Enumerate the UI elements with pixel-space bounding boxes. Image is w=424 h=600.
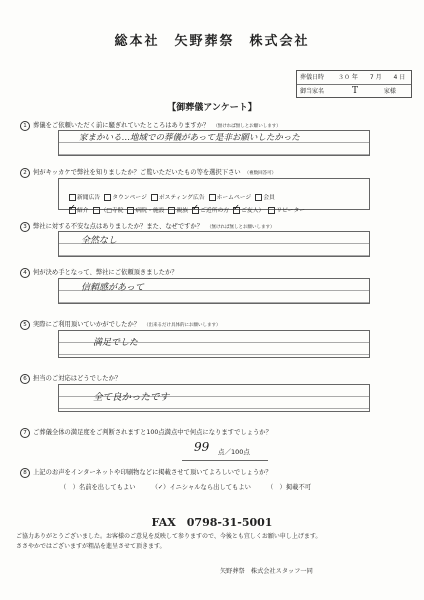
score-field (182, 438, 268, 461)
publish-option-name: （ ）名前を出してもよい (60, 484, 136, 491)
checkbox-icon (69, 207, 76, 214)
answer-text: 全然なし (81, 236, 118, 246)
option-label: （□寺院 (100, 208, 124, 214)
checkbox-icon (168, 207, 175, 214)
question-note: （複数回答可） (244, 171, 277, 176)
question-7 (20, 428, 272, 438)
date-label: 葬儀日時 (300, 74, 325, 81)
question-8 (20, 468, 272, 478)
option-q2_options_row2-2 (127, 205, 164, 214)
answer-text: 満足でした (93, 338, 139, 348)
question-note: （無ければ無しとお願いします） (213, 124, 281, 129)
fax-number: FAX 0798-31-5001 (151, 516, 273, 529)
option-label: タウンページ (112, 195, 147, 201)
publish-option-none: （ ）掲載不可 (266, 484, 312, 491)
question-number: 8 (20, 468, 30, 478)
option-label: 新聞広告 (77, 195, 101, 201)
closing-line-1: ご協力ありがとうございました。お客様のご意見を反映して参りますので、今後とも宜しくお願い申し上げます。 (16, 533, 322, 540)
option-label: 会員 (263, 195, 275, 201)
question-number: 1 (20, 121, 30, 131)
question-number: 3 (20, 222, 30, 232)
option-q2_options_row2-1 (93, 205, 124, 214)
funeral-info-box (296, 70, 412, 98)
question-5 (20, 320, 221, 330)
signature: 矢野葬祭 株式会社スタッフ一同 (220, 568, 313, 575)
answer-text: 全て良かったです (93, 392, 170, 403)
option-q2_options_row2-0 (69, 205, 89, 214)
checkbox-icon (192, 207, 199, 214)
answer-box-3 (58, 231, 370, 257)
option-q2_options_row2-6 (268, 205, 305, 214)
score-suffix: 点／100点 (218, 448, 250, 456)
question-note: （無ければ無しとお願いします） (207, 225, 275, 230)
date-day: 4 (393, 74, 398, 81)
family-label: 御当家名 (300, 88, 325, 95)
question-text: 弊社に対する不安な点はありましたか？また、なぜですか？ (33, 223, 204, 230)
answer-box-4 (58, 278, 370, 304)
question-text: ご葬儀全体の満足度をご判断されますと100点満点中で何点になりますでしょうか？ (33, 429, 272, 436)
question-2 (20, 168, 276, 178)
closing-message (16, 532, 416, 552)
question-number: 5 (20, 320, 30, 330)
option-label: ご友人） (241, 208, 265, 214)
option-label: ホームページ (216, 195, 252, 201)
date-day-unit: 日 (399, 74, 406, 81)
question-number: 7 (20, 428, 30, 438)
option-q2_options_row2-5 (233, 205, 264, 214)
family-name: T (351, 86, 358, 96)
checkbox-icon (268, 207, 275, 214)
answer-text: 信頼感があって (81, 283, 144, 293)
survey-title: 【御葬儀アンケート】 (167, 103, 257, 113)
question-note: （出来るだけ具体的にお願いします） (144, 323, 221, 328)
option-q2_options_row2-4 (192, 205, 229, 214)
option-row-2 (69, 197, 309, 216)
funeral-date-row (297, 71, 411, 84)
option-label: ポスティング広告 (158, 195, 205, 201)
publish-option-initials: （✓）イニシャルなら出してもよい (151, 484, 251, 491)
option-label: 病院・施設 (135, 208, 165, 214)
question-4 (20, 268, 178, 278)
question-text: 上記のお声をインターネットや印刷物などに掲載させて頂いてよろしいでしょうか？ (33, 469, 272, 476)
question-number: 4 (20, 268, 30, 278)
checkbox-icon (93, 207, 100, 214)
answer-box-6 (58, 384, 370, 412)
answer-box-1 (58, 130, 370, 156)
publish-options (60, 482, 311, 491)
date-year-unit: 年 (351, 74, 358, 81)
option-label: 紹介 (77, 208, 89, 214)
checkbox-icon (127, 207, 134, 214)
closing-line-2: ささやかではございますが粗品を進呈させて頂きます。 (16, 543, 166, 550)
option-label: リピーター (276, 208, 306, 214)
question-number: 6 (20, 374, 30, 384)
date-year: ３０ (337, 74, 350, 81)
date-month: 7 (369, 74, 374, 81)
question-text: 何が決め手となって、弊社にご依頼頂きましたか？ (33, 269, 178, 276)
question-text: 葬儀をご依頼いただく前に騒ぎれていたところはありますか？ (33, 122, 210, 129)
company-title: 総本社 矢野葬祭 株式会社 (114, 34, 310, 49)
question-number: 2 (20, 168, 30, 178)
answer-box-5 (58, 330, 370, 358)
answer-box-2 (58, 178, 370, 214)
family-suffix: 家様 (383, 88, 396, 95)
option-label: 親族 (176, 208, 189, 214)
question-text: 何がキッカケで弊社を知りましたか？ご覧いただいたもの等を選択下さい (33, 169, 241, 176)
option-q2_options_row2-3 (168, 205, 188, 214)
answer-text: 家まかいる…地域での葬儀があって是非お願いしたかった (79, 133, 300, 143)
question-text: 実際にご利用頂いていかがでしたか？ (33, 321, 141, 328)
question-6 (20, 374, 121, 384)
option-label: ご近所の方 (200, 208, 230, 214)
family-name-row (297, 84, 411, 98)
score-value: 99 (194, 440, 210, 454)
question-text: 担当のご対応はどうでしたか？ (33, 375, 122, 382)
checkbox-icon (233, 207, 240, 214)
date-month-unit: 月 (375, 74, 382, 81)
